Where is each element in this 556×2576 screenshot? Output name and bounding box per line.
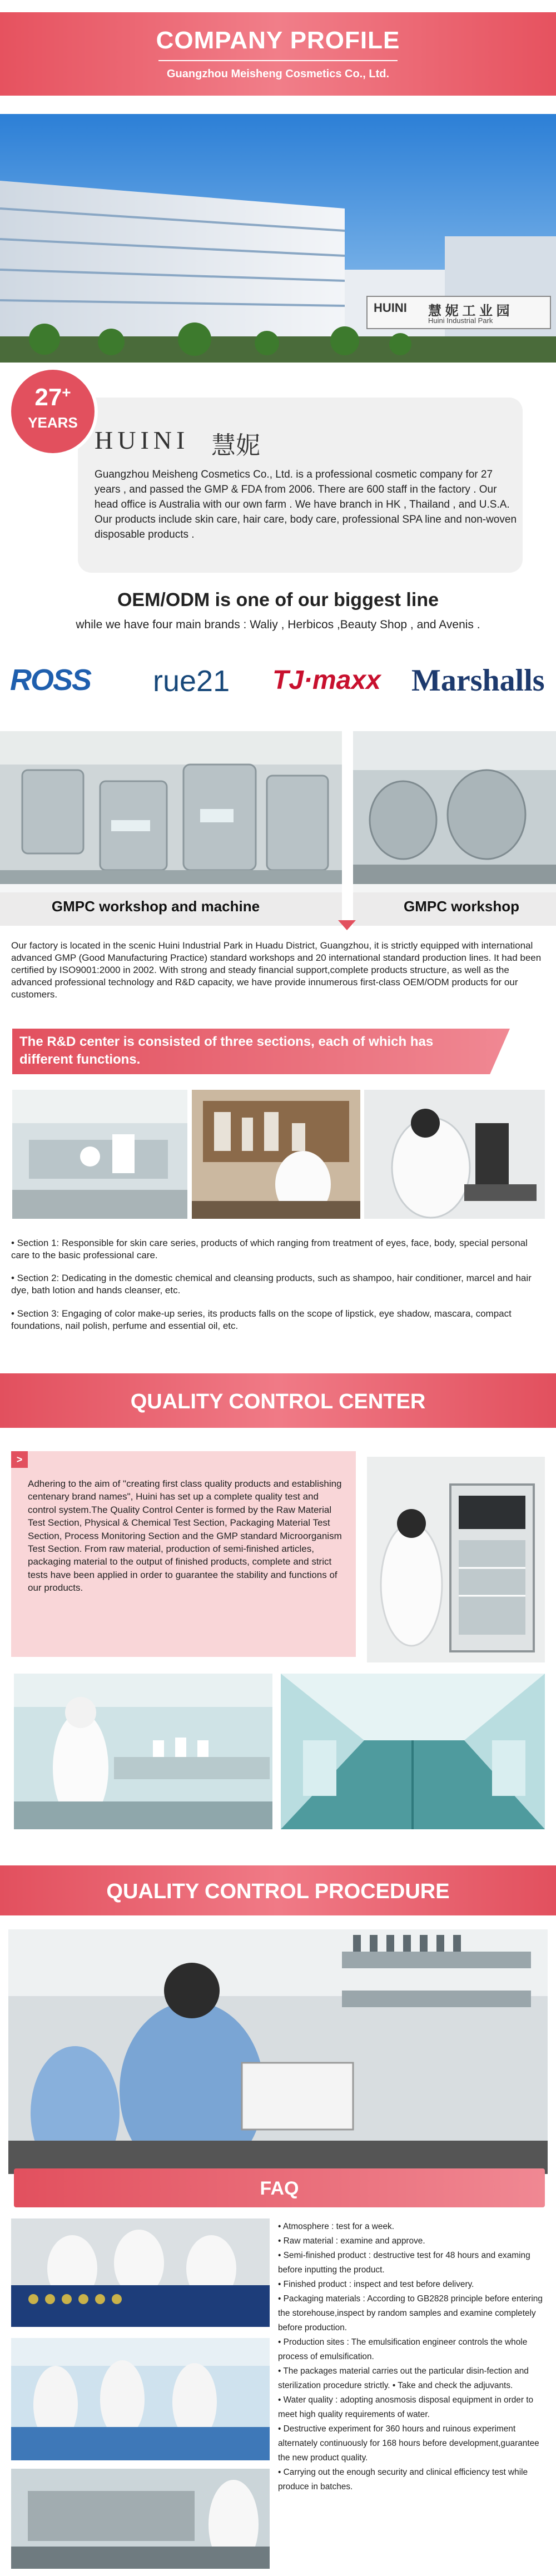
oem-subtitle: while we have four main brands : Waliy , Herbicos ,Beauty Shop , and Avenis . [76,618,480,631]
faq-item: • Finished product : inspect and test before delivery. [278,2280,474,2289]
workshop-caption-right: GMPC workshop [403,898,519,915]
logo-tjmaxx: TJ·maxx [272,666,381,695]
faq-item: • Carrying out the enough security and clinical efficiency test while produce in batches. [278,2468,528,2491]
years-number [22,384,83,411]
rnd-section-2: • Section 2: Dedicating in the domestic chemical and cleansing products, such as shampoo, hair conditioner, marcel and hair dye, bath lotion and hands cleanser, etc. [11,1273,532,1296]
qc-procedure-title: QUALITY CONTROL PROCEDURE [106,1880,450,1903]
rnd-lab-photo-1 [12,1090,187,1219]
qc-center-banner [0,1373,556,1428]
park-sign-en: Huini Industrial Park [428,316,493,325]
profile-text: Guangzhou Meisheng Cosmetics Co., Ltd. is a professional cosmetic company for 27 years , and passed the GMP & FDA from 2006. There are 600 staff in the factory . Our head office is Australia with our own farm . We have branch in HK , Thailand , and U.S.A. Our products include skin care, hair care, body care, professional SPA line and non-woven disposable products . [95,469,517,540]
park-sign-brand: HUINI [374,301,407,315]
qc-marker: > [16,1454,23,1465]
qc-cleanroom-photo-2 [281,1674,545,1829]
qc-center-title: QUALITY CONTROL CENTER [130,1390,426,1413]
faq-list [278,2220,548,2494]
faq-production-photo-1 [11,2218,270,2327]
qc-marker-tab [11,1451,28,1468]
logo-marshalls: Marshalls [411,663,545,698]
rnd-section-1: • Section 1: Responsible for skin care series, products of which ranging from treatment of eyes, face, body, special personal care to the basic professional care. [11,1238,528,1260]
years-count: 27 [34,384,62,411]
faq-production-photo-3 [11,2469,270,2569]
faq-item: • Destructive experiment for 360 hours and ruinous experiment alternately continuously for 168 hours before development,guarantee the new product quality. [278,2424,539,2463]
page-title: COMPANY PROFILE [156,27,400,54]
company-subtitle: Guangzhou Meisheng Cosmetics Co., Ltd. [166,68,390,80]
title-divider [158,60,398,61]
qc-center-text: Adhering to the aim of "creating first class quality products and establishing centenary brand names", Huini has set up a complete quality test and control system.The Quality Control Center is formed by the Raw Material Test Section, Physical & Chemical Test Section, Packaging Material Test Section, Process Monitoring Section and the GMP standard Microorganism Test Section. From raw material, production of semi-finished articles, packaging material to the output of finished products, complete and strict tests have been applied in order to guarantee the stability and functions of our products. [28,1478,342,1594]
faq-item: • Packaging materials : According to GB2828 principle before entering the storehouse,inspect by random samples and examine completely before production. [278,2294,543,2332]
workshop-caption-left: GMPC workshop and machine [51,898,260,915]
logo-ross: ROSS [10,663,91,697]
logo-rue21: rue21 [153,664,230,698]
years-label: YEARS [28,414,78,431]
faq-title: FAQ [260,2178,299,2199]
workshop-text: Our factory is located in the scenic Huini Industrial Park in Huadu District, Guangzhou, it is strictly equipped with international advanced GMP (Good Manufacturing Practice) standard workshops and 20 international standard production lines. It had been certified by ISO9001:2000 in 2002. With strong and steady financial support,complete products structure, as well as the advanced professional technology and R&D capacity, we have provide innumerous first-class OEM/ODM products for our customers. [11,940,542,1000]
rnd-lab-photo-2 [192,1090,360,1219]
qc-incubator-photo [367,1457,545,1662]
faq-item: • Raw material : examine and approve. [278,2236,425,2246]
rnd-heading: The R&D center is consisted of three sections, each of which has different functions. [19,1034,434,1067]
faq-item: • Atmosphere : test for a week. [278,2222,394,2231]
years-plus: + [62,384,71,401]
factory-building-photo [0,114,556,363]
rnd-section-3: • Section 3: Engaging of color make-up series, its products falls on the scope of lipstick, eye shadow, mascara, compact foundations, nail polish, perfume and essential oil, etc. [11,1308,512,1331]
brand-logo-latin: HUINI [95,426,190,454]
brand-logo-cn: 慧妮 [211,432,260,459]
caption-arrow-icon [338,920,356,930]
park-sign-cn: 慧 妮 工 业 园 [428,304,510,319]
oem-title: OEM/ODM is one of our biggest line [117,589,439,611]
qc-procedure-banner [0,1865,556,1915]
faq-production-photo-2 [11,2338,270,2460]
qc-procedure-photo [8,1929,548,2174]
years-badge [11,370,95,453]
qc-cleanroom-photo-1 [14,1674,272,1829]
faq-item: • Production sites : The emulsification engineer controls the whole process of emulsification. [278,2337,528,2361]
faq-item: • Semi-finished product : destructive test for 48 hours and examing before inputting the product. [278,2251,530,2275]
faq-item: • Water quality : adopting anosmosis disposal equipment in order to meet high quality requirements of water. [278,2395,534,2419]
rnd-lab-photo-3 [364,1090,545,1219]
header-banner [0,12,556,96]
faq-item: • The packages material carries out the particular disin-fection and sterilization procedure strictly. • Take and check the adjuvants. [278,2366,529,2390]
